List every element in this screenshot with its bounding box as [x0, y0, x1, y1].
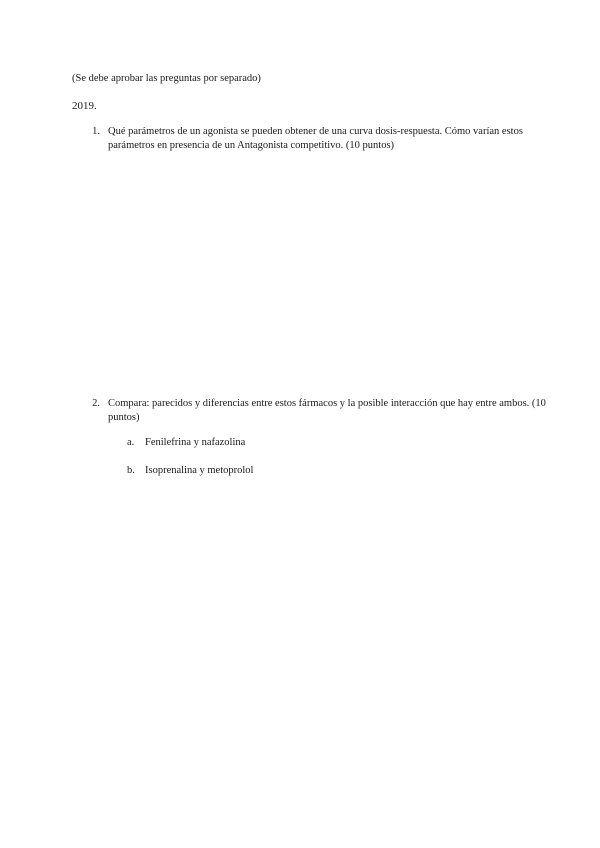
question-2-number: 2. [92, 398, 100, 409]
question-1-number: 1. [92, 126, 100, 137]
question-1-text: Qué parámetros de un agonista se pueden obtener de una curva dosis-respuesta. Cómo varían estos parámetros en presencia de un Antagonista competitivo. (10 puntos) [108, 126, 523, 151]
subitem-a-text: Fenilefrina y nafazolina [145, 437, 246, 448]
subitem-b-label: b. [127, 465, 135, 476]
subitem-b-text: Isoprenalina y metoprolol [145, 465, 254, 476]
subitem-a-label: a. [127, 437, 135, 448]
instructions-note: (Se debe aprobar las preguntas por separado) [72, 73, 261, 84]
question-2-text: Compara: parecidos y diferencias entre estos fármacos y la posible interacción que hay entre ambos. (10 puntos) [108, 398, 546, 423]
exam-year: 2019. [72, 100, 97, 112]
